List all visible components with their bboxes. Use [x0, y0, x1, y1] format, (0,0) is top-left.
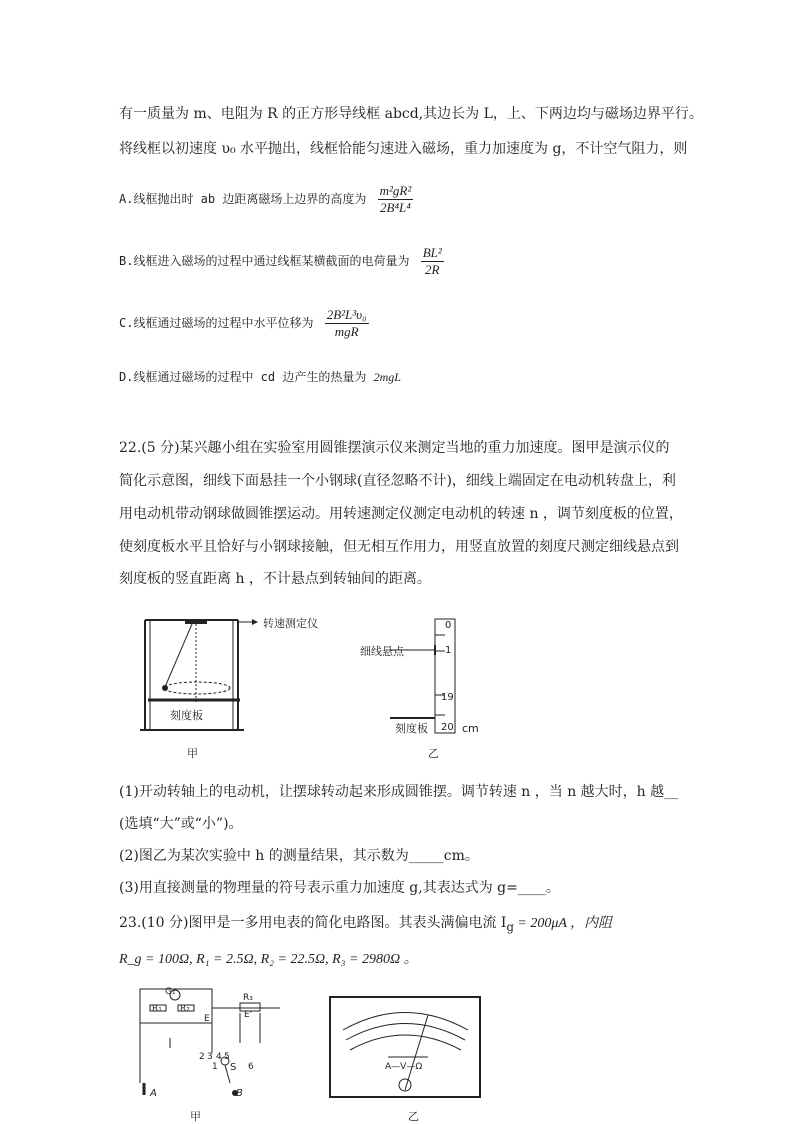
q23-line1-sub: g	[506, 919, 514, 934]
meter-scale-label: A—V—Ω	[385, 1062, 423, 1072]
switch-terminal-6: 6	[248, 1062, 254, 1072]
ruler-mark-1: 1	[445, 645, 452, 656]
scale-board-label-2: 刻度板	[395, 722, 428, 735]
q21-stem-line1: 有一质量为 m、电阻为 R 的正方形导线框 abcd,其边长为 L，上、下两边均与磁场边界平行。	[119, 106, 703, 122]
e-prime-label: E'	[244, 1010, 253, 1020]
switch-terminal-2: 2	[199, 1052, 205, 1062]
option-a-denominator: 2B⁴L⁴	[380, 200, 411, 215]
option-c-fraction	[325, 307, 369, 340]
q21-option-d	[119, 368, 401, 385]
e-label: E	[204, 1014, 210, 1024]
option-c-text: C.线框通过磁场的过程中水平位移为	[119, 316, 314, 330]
option-b-denominator: 2R	[425, 262, 440, 277]
r2-label: R₂	[180, 1004, 190, 1014]
q21-option-a	[119, 183, 413, 216]
q21-stem-line2: 将线框以初速度 υ₀ 水平抛出，线框恰能匀速进入磁场，重力加速度为 g，不计空气阻力，则	[119, 141, 688, 157]
switch-terminal-3: 3	[207, 1052, 213, 1062]
option-c-denominator: mgR	[334, 324, 359, 339]
q22-sub-3: (3)用直接测量的物理量的符号表示重力加速度 g,其表达式为 g=____。	[119, 880, 560, 896]
r3-label: R₃	[243, 993, 253, 1003]
option-a-fraction	[378, 183, 414, 216]
q22-sub-1: (1)开动转轴上的电动机，让摆球转动起来形成圆锥摆。调节转速 n ，当 n 越大时，h 越__	[119, 784, 679, 800]
q23-fig-yi-caption: 乙	[408, 1110, 419, 1123]
terminal-a-label: A	[150, 1088, 157, 1099]
q22-line-3: 用电动机带动钢球做圆锥摆运动。用转速测定仪测定电动机的转速 n ，调节刻度板的位置，	[119, 506, 683, 522]
option-d-text: D.线框通过磁场的过程中 cd 边产生的热量为	[119, 370, 367, 384]
option-b-numerator: BL²	[422, 245, 442, 260]
q23-fig-jia-caption: 甲	[190, 1110, 201, 1123]
q23-figure-yi-meter	[328, 995, 482, 1100]
switch-s-label: S	[230, 1062, 237, 1073]
q22-sub-1b: (选填“大”或“小”)。	[119, 816, 243, 832]
q22-line-1: 22.(5 分)某兴趣小组在实验室用圆锥摆演示仪来测定当地的重力加速度。图甲是演示仪的	[119, 440, 670, 456]
scale-board-label: 刻度板	[170, 709, 203, 722]
q23-line-1	[119, 912, 612, 934]
option-c-numerator: 2B²L³υ₀	[326, 307, 367, 322]
r1-label: R₁	[152, 1004, 162, 1014]
fig-jia-caption: 甲	[187, 747, 198, 760]
ruler-unit: cm	[462, 722, 479, 735]
suspension-point-label: 细线悬点	[360, 645, 404, 658]
q22-line-4: 使刻度板水平且恰好与小钢球接触，但无相互作用力，用竖直放置的刻度尺测定细线悬点到	[119, 539, 679, 555]
ruler-mark-0: 0	[445, 620, 452, 631]
ruler-mark-20: 20	[441, 722, 454, 733]
q22-sub-2: (2)图乙为某次实验中 h 的测量结果，其示数为_____cm。	[119, 848, 479, 864]
q22-figure-jia	[140, 612, 300, 742]
q21-option-b	[119, 245, 444, 278]
option-a-numerator: m²gR²	[379, 183, 412, 198]
option-b-fraction	[421, 245, 444, 278]
terminal-b-label: B	[236, 1088, 243, 1099]
fig-yi-caption: 乙	[428, 747, 439, 760]
option-a-text: A.线框抛出时 ab 边距离磁场上边界的高度为	[119, 192, 367, 206]
tachometer-label: 转速测定仪	[263, 617, 318, 630]
q21-option-c	[119, 307, 369, 340]
q22-line-5: 刻度板的竖直距离 h ，不计悬点到转轴间的距离。	[119, 571, 431, 587]
g1-label: G₁	[165, 987, 176, 997]
q23-line-2: R_g = 100Ω, R₁ = 2.5Ω, R₂ = 22.5Ω, R₃ = 2980Ω 。	[119, 952, 418, 967]
q23-line1-text: 23.(10 分)图甲是一多用电表的简化电路图。其表头满偏电流 I	[119, 915, 507, 931]
switch-terminal-1: 1	[212, 1062, 218, 1072]
ruler-mark-19: 19	[441, 692, 454, 703]
q23-line1-tail: = 200μA ，内阻	[513, 916, 613, 931]
option-d-expr: 2mgL	[373, 370, 401, 384]
q22-line-2: 简化示意图，细线下面悬挂一个小钢球(直径忽略不计)，细线上端固定在电动机转盘上，利	[119, 473, 676, 489]
option-b-text: B.线框进入磁场的过程中通过线框某横截面的电荷量为	[119, 254, 410, 268]
switch-terminal-5: 5	[224, 1052, 230, 1062]
switch-terminal-4: 4	[216, 1052, 222, 1062]
